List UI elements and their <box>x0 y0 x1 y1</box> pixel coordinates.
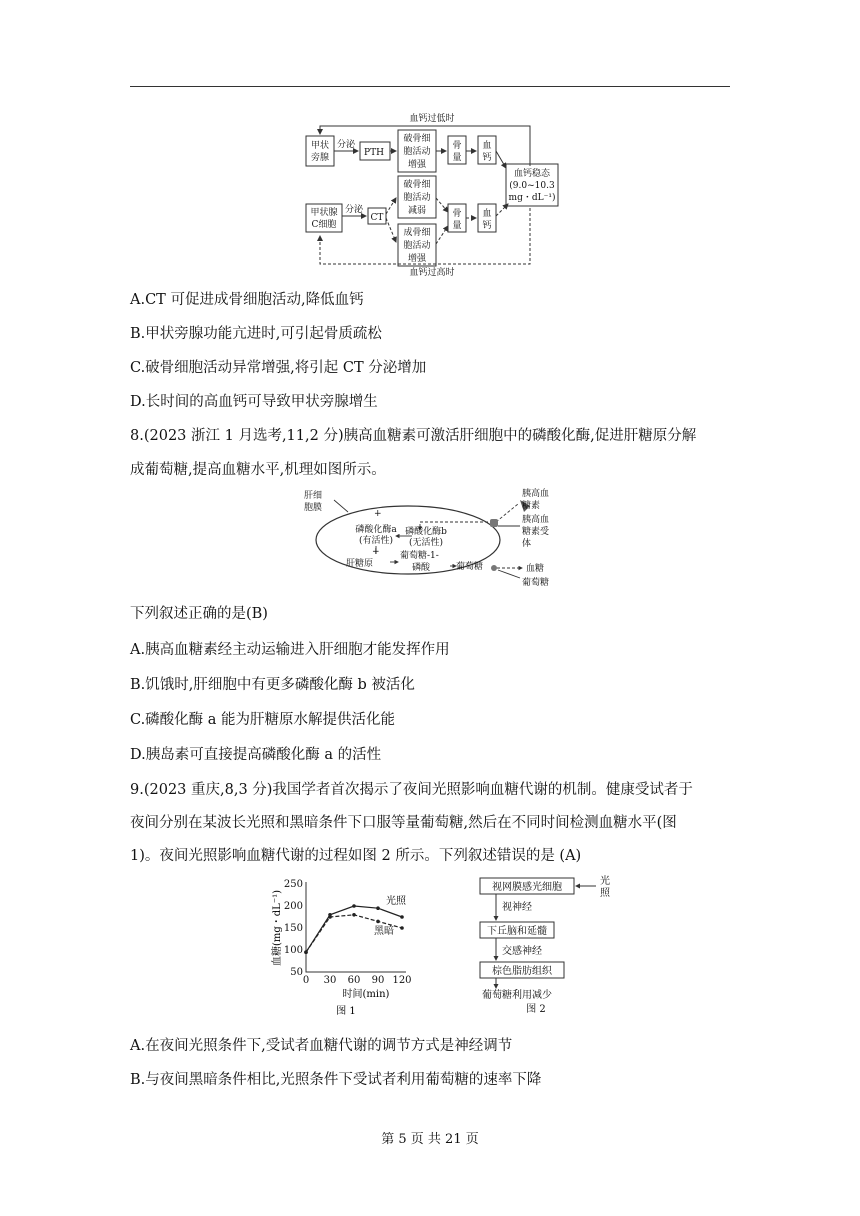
blood-glucose-label: 血糖 <box>526 564 545 574</box>
osteoclast-weak-label: 破骨细 <box>403 180 431 190</box>
q7-option-b: B.甲状旁腺功能亢进时,可引起骨质疏松 <box>130 326 382 342</box>
q7-option-d: D.长时间的高血钙可导致甲状旁腺增生 <box>130 394 378 410</box>
data-point <box>376 906 380 910</box>
osteoblast-strong-label: 增强 <box>407 254 427 264</box>
thyroid-c-label: C细胞 <box>311 220 337 230</box>
brown-fat-box: 棕色脂肪组织 <box>492 966 552 977</box>
q7-option-a: A.CT 可促进成骨细胞活动,降低血钙 <box>130 292 364 308</box>
enzyme-a-label: (有活性) <box>358 536 394 546</box>
q8-answer: 下列叙述正确的是(B) <box>130 606 268 622</box>
data-point <box>352 913 356 917</box>
glucagon-label: 胰高血 <box>522 489 550 499</box>
osteoclast-weak-label: 减弱 <box>407 206 427 216</box>
q8-option-a: A.胰高血糖素经主动运输进入肝细胞才能发挥作用 <box>130 642 450 658</box>
optic-nerve-label: 视神经 <box>502 902 532 913</box>
legend-dark: 黑暗 <box>374 926 394 937</box>
plus-sign: + <box>374 509 382 519</box>
y-tick-label: 150 <box>283 923 303 934</box>
homeostasis-label: mg・dL⁻¹) <box>508 193 556 203</box>
enzyme-a-label: 磷酸化酶a <box>355 525 397 535</box>
data-point <box>400 926 404 930</box>
y-tick-label: 50 <box>290 967 303 978</box>
homeostasis-label: 血钙稳态 <box>513 169 551 179</box>
y-axis-label: 血糖(mg・dL⁻¹) <box>272 889 283 967</box>
secrete-label: 分泌 <box>344 205 364 215</box>
q9-stem-line: 9.(2023 重庆,8,3 分)我国学者首次揭示了夜间光照影响血糖代谢的机制。健康受试者于 <box>130 782 693 798</box>
osteoclast-strong-label: 破骨细 <box>403 134 431 144</box>
low-calcium-label: 血钙过低时 <box>409 114 455 124</box>
x-tick-label: 30 <box>323 975 337 986</box>
osteoblast-strong-label: 成骨细 <box>403 228 431 238</box>
parathyroid-label: 旁腺 <box>310 153 330 163</box>
legend-light: 光照 <box>386 896 406 907</box>
hypothalamus-box: 下丘脑和延髓 <box>487 926 547 937</box>
pth-label: PTH <box>364 148 384 158</box>
receptor-label: 糖素受 <box>522 527 550 537</box>
q8-stem-line: 8.(2023 浙江 1 月选考,11,2 分)胰高血糖素可激活肝细胞中的磷酸化酶,促进肝糖原分解 <box>130 428 697 444</box>
x-tick-label: 120 <box>392 975 412 986</box>
glucagon-label: 糖素 <box>522 501 541 511</box>
y-tick-label: 250 <box>283 879 303 890</box>
q8-option-b: B.饥饿时,肝细胞中有更多磷酸化酶 b 被活化 <box>130 677 415 693</box>
g1p-label: 磷酸 <box>412 563 431 573</box>
page-footer: 第 5 页 共 21 页 <box>381 1132 479 1147</box>
q8-stem-line: 成葡萄糖,提高血糖水平,机理如图所示。 <box>130 462 386 478</box>
x-axis-label: 时间(min) <box>342 989 390 1000</box>
carrier-label: 葡萄糖 <box>522 578 550 588</box>
blood-glucose-chart <box>266 872 426 1020</box>
osteoclast-weak-label: 胞活动 <box>403 193 431 203</box>
q9-option-b: B.与夜间黑暗条件相比,光照条件下受试者利用葡萄糖的速率下降 <box>130 1072 542 1088</box>
q9-option-a: A.在夜间光照条件下,受试者血糖代谢的调节方式是神经调节 <box>130 1038 513 1054</box>
figure-1-caption: 图 1 <box>336 1006 356 1017</box>
osteoblast-strong-label: 胞活动 <box>403 241 431 251</box>
ct-label: CT <box>370 213 384 223</box>
bone-mass-label: 量 <box>452 153 462 163</box>
light-label: 照 <box>600 888 610 899</box>
high-calcium-label: 血钙过高时 <box>409 268 455 278</box>
retina-box: 视网膜感光细胞 <box>492 882 562 893</box>
plus-sign: + <box>372 547 380 557</box>
g1p-label: 葡萄糖-1- <box>400 551 439 561</box>
carrier-icon <box>491 565 497 571</box>
x-tick-label: 0 <box>302 975 310 986</box>
blood-calcium-label: 血 <box>482 141 492 151</box>
bone-mass-label: 骨 <box>452 209 462 219</box>
glucose-label: 葡萄糖 <box>456 562 484 572</box>
receptor-label: 体 <box>522 539 532 549</box>
thyroid-c-label: 甲状腺 <box>310 208 338 218</box>
header-rule <box>130 86 730 87</box>
data-point <box>304 950 308 954</box>
bone-mass-label: 量 <box>452 221 462 231</box>
light-pathway-diagram <box>476 874 626 1014</box>
q9-stem-line: 1)。夜间光照影响血糖代谢的过程如图 2 所示。下列叙述错误的是 (A) <box>130 848 582 864</box>
homeostasis-label: (9.0~10.3 <box>509 181 555 191</box>
data-point <box>400 915 404 919</box>
blood-calcium-label: 血 <box>482 209 492 219</box>
q7-option-c: C.破骨细胞活动异常增强,将引起 CT 分泌增加 <box>130 360 427 376</box>
enzyme-b-label: 磷酸化酶b <box>405 527 447 537</box>
y-tick-label: 200 <box>283 901 303 912</box>
membrane-label: 肝细 <box>304 491 323 501</box>
q8-option-d: D.胰岛素可直接提高磷酸化酶 a 的活性 <box>130 747 382 763</box>
q9-stem-line: 夜间分别在某波长光照和黑暗条件下口服等量葡萄糖,然后在不同时间检测血糖水平(图 <box>130 815 677 831</box>
q8-option-c: C.磷酸化酶 a 能为肝糖原水解提供活化能 <box>130 712 396 728</box>
blood-calcium-label: 钙 <box>482 153 492 163</box>
calcium-regulation-diagram <box>302 108 564 278</box>
enzyme-b-label: (无活性) <box>408 538 444 548</box>
membrane-label: 胞膜 <box>304 503 323 513</box>
bone-mass-label: 骨 <box>452 141 462 151</box>
glycogen-label: 肝糖原 <box>346 559 374 569</box>
x-tick-label: 90 <box>371 975 385 986</box>
light-label: 光 <box>600 876 610 887</box>
secrete-label: 分泌 <box>336 140 356 150</box>
receptor-icon <box>490 519 498 527</box>
receptor-label: 胰高血 <box>522 515 550 525</box>
x-tick-label: 60 <box>347 975 361 986</box>
blood-calcium-label: 钙 <box>482 221 492 231</box>
sympathetic-nerve-label: 交感神经 <box>502 946 542 957</box>
osteoclast-strong-label: 增强 <box>407 160 427 170</box>
data-point <box>376 920 380 924</box>
result-label: 葡萄糖利用减少 <box>482 990 552 1001</box>
data-point <box>328 915 332 919</box>
y-tick-label: 100 <box>283 945 303 956</box>
data-point <box>352 904 356 908</box>
osteoclast-strong-label: 胞活动 <box>403 147 431 157</box>
figure-2-caption: 图 2 <box>526 1004 546 1014</box>
liver-cell-diagram <box>300 486 570 590</box>
parathyroid-label: 甲状 <box>310 141 330 151</box>
